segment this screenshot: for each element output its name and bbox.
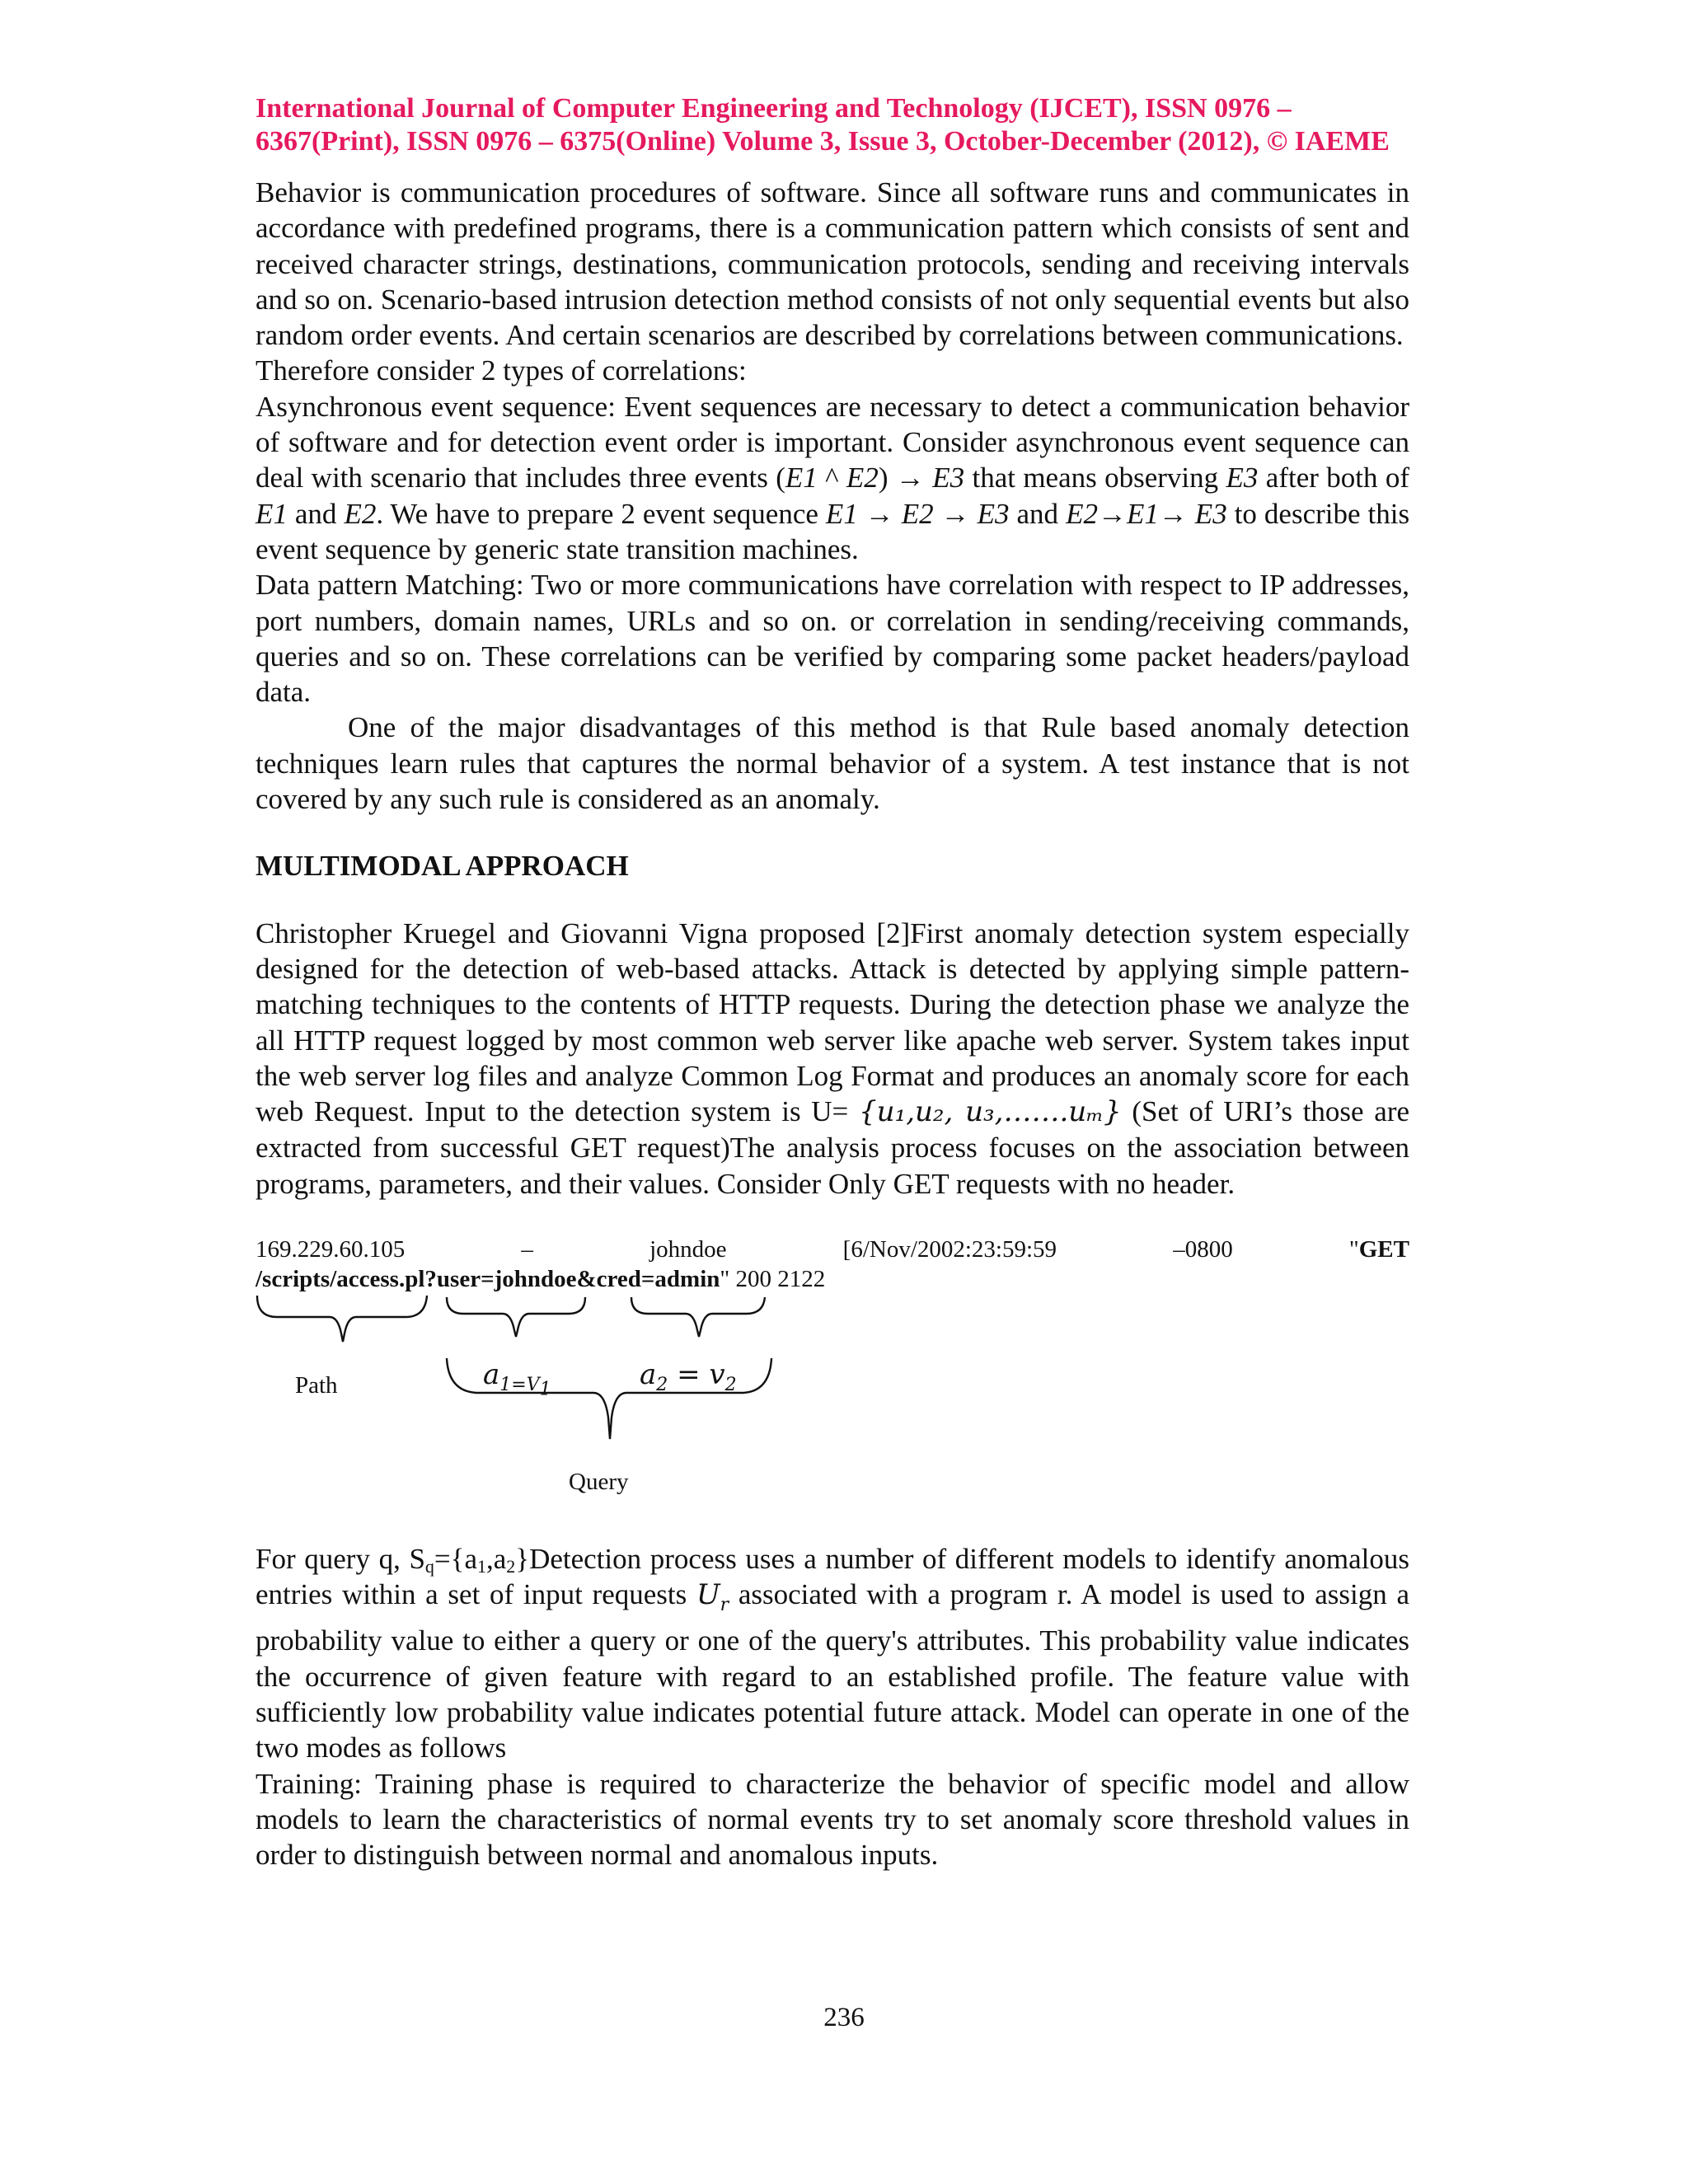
a2-label: $a_2 = v_2$ xyxy=(640,1358,737,1395)
page-number: 236 xyxy=(823,2003,865,2032)
paragraph-training: Training: Training phase is required to characterize the behavior of specific model and allow models to learn the characteristics of normal events try to set anomaly score threshold values in order to distinguish between normal and anomalous inputs. xyxy=(256,1767,1409,1872)
paragraph-behavior: Behavior is communication procedures of software. Since all software runs and communicates in accordance with predefined programs, there is a communication pattern which consists of sent and received character strings, destinations, communication protocols, sending and receiving intervals and so on. Scenario-based intrusion detection method consists of not only sequential events but also random order events. And certain scenarios are described by correlations between communications. xyxy=(256,176,1409,352)
path-brace xyxy=(257,1296,427,1342)
journal-header xyxy=(256,92,1409,158)
section-title: MULTIMODAL APPROACH xyxy=(256,850,629,883)
log-ip: 169.229.60.105 xyxy=(256,1236,406,1263)
log-status: 200 2122 xyxy=(729,1266,826,1293)
log-entry-row2: /scripts/access.pl?user=johndoe&cred=admin" 200 2122 xyxy=(256,1266,826,1293)
log-method: GET xyxy=(1358,1236,1409,1263)
log-user: johndoe xyxy=(649,1236,727,1263)
paragraph-detection-process: For query q, $S_q=\{a_1,a_2\}Detection$ process uses a number of different models to identify anomalous entries within a set of input requests $U_r$ associated with a program r. A model is used to assign a probability value to either a query or one of the query's attributes. This probability value indicates the occurrence of given feature with regard to an established profile. The feature value with sufficiently low probability value indicates potential future attack. Model can operate in one of the two modes as follows xyxy=(256,1543,1409,1765)
event-sequence-2: E2→E1→ E3 xyxy=(1066,497,1227,530)
event-sequence-1: E1 → E2 → E3 xyxy=(825,497,1010,530)
journal-header-line2: 6367(Print), ISSN 0976 – 6375(Online) Volume 3, Issue 3, October-December (2012), © IAEME xyxy=(256,126,1390,157)
paragraph-data-pattern-matching: Data pattern Matching: Two or more communications have correlation with respect to IP addresses, port numbers, domain names, URLs and so on. or correlation in sending/receiving commands, queries and so on. These correlations can be verified by comparing some packet headers/payload data. xyxy=(256,569,1409,709)
log-entry xyxy=(256,1235,1409,1294)
a2-brace xyxy=(631,1297,765,1337)
paper-page xyxy=(256,92,1409,1872)
log-entry-row1 xyxy=(256,1235,1409,1264)
log-path: /scripts/access.pl xyxy=(256,1266,425,1293)
uri-structure-diagram xyxy=(256,1294,1409,1541)
path-label: Path xyxy=(295,1372,338,1399)
paragraph-disadvantages: One of the major disadvantages of this method is that Rule based anomaly detection techniques learn rules that captures the normal behavior of a system. A test instance that is not covered by any such rule is considered as an anomaly. xyxy=(256,711,1409,816)
log-method-wrap: "GET xyxy=(1348,1236,1409,1263)
log-dash: – xyxy=(521,1236,533,1263)
log-timezone: –0800 xyxy=(1173,1236,1233,1263)
a1-brace xyxy=(447,1297,585,1337)
journal-header-line1: International Journal of Computer Engineering and Technology (IJCET), ISSN 0976 – xyxy=(256,93,1292,124)
input-requests-symbol: $U_r$ xyxy=(696,1578,729,1616)
log-date: [6/Nov/2002:23:59:59 xyxy=(842,1236,1057,1263)
query-label: Query xyxy=(569,1469,629,1496)
brace-lines xyxy=(256,1294,1409,1541)
paragraph-async-event-sequence: Asynchronous event sequence: Event sequences are necessary to detect a communication behavior of software and for detection event order is important. Consider asynchronous event sequence can deal with scenario that includes three events (E1 ^ E2) → E3 that means observing E3 after both of E1 and E2. We have to prepare 2 event sequence E1 → E2 → E3 and E2→E1→ E3 to describe this event sequence by generic state transition machines. xyxy=(256,390,1410,565)
log-query: ?user=johndoe&cred=admin xyxy=(424,1266,720,1293)
a1-label: $a_{1=V_1}$ xyxy=(483,1358,551,1400)
uri-set: {u₁,u₂, u₃,…….uₘ} xyxy=(859,1095,1122,1129)
paragraph-multimodal: Christopher Kruegel and Giovanni Vigna proposed [2]First anomaly detection system especially designed for the detection of web-based attacks. Attack is detected by applying simple pattern-matching techniques to the contents of HTTP requests. During the detection phase we analyze the all HTTP request logged by most common web server like apache web server. System takes input the web server log files and analyze Common Log Format and produces an anomaly score for each web Request. Input to the detection system is U= {u₁,u₂, u₃,…….uₘ} (Set of URI’s those are extracted from successful GET request)The analysis process focuses on the association between programs, parameters, and their values. Consider Only GET requests with no header. xyxy=(256,916,1410,1200)
paragraph-correlation-types: Therefore consider 2 types of correlations: xyxy=(256,354,747,387)
